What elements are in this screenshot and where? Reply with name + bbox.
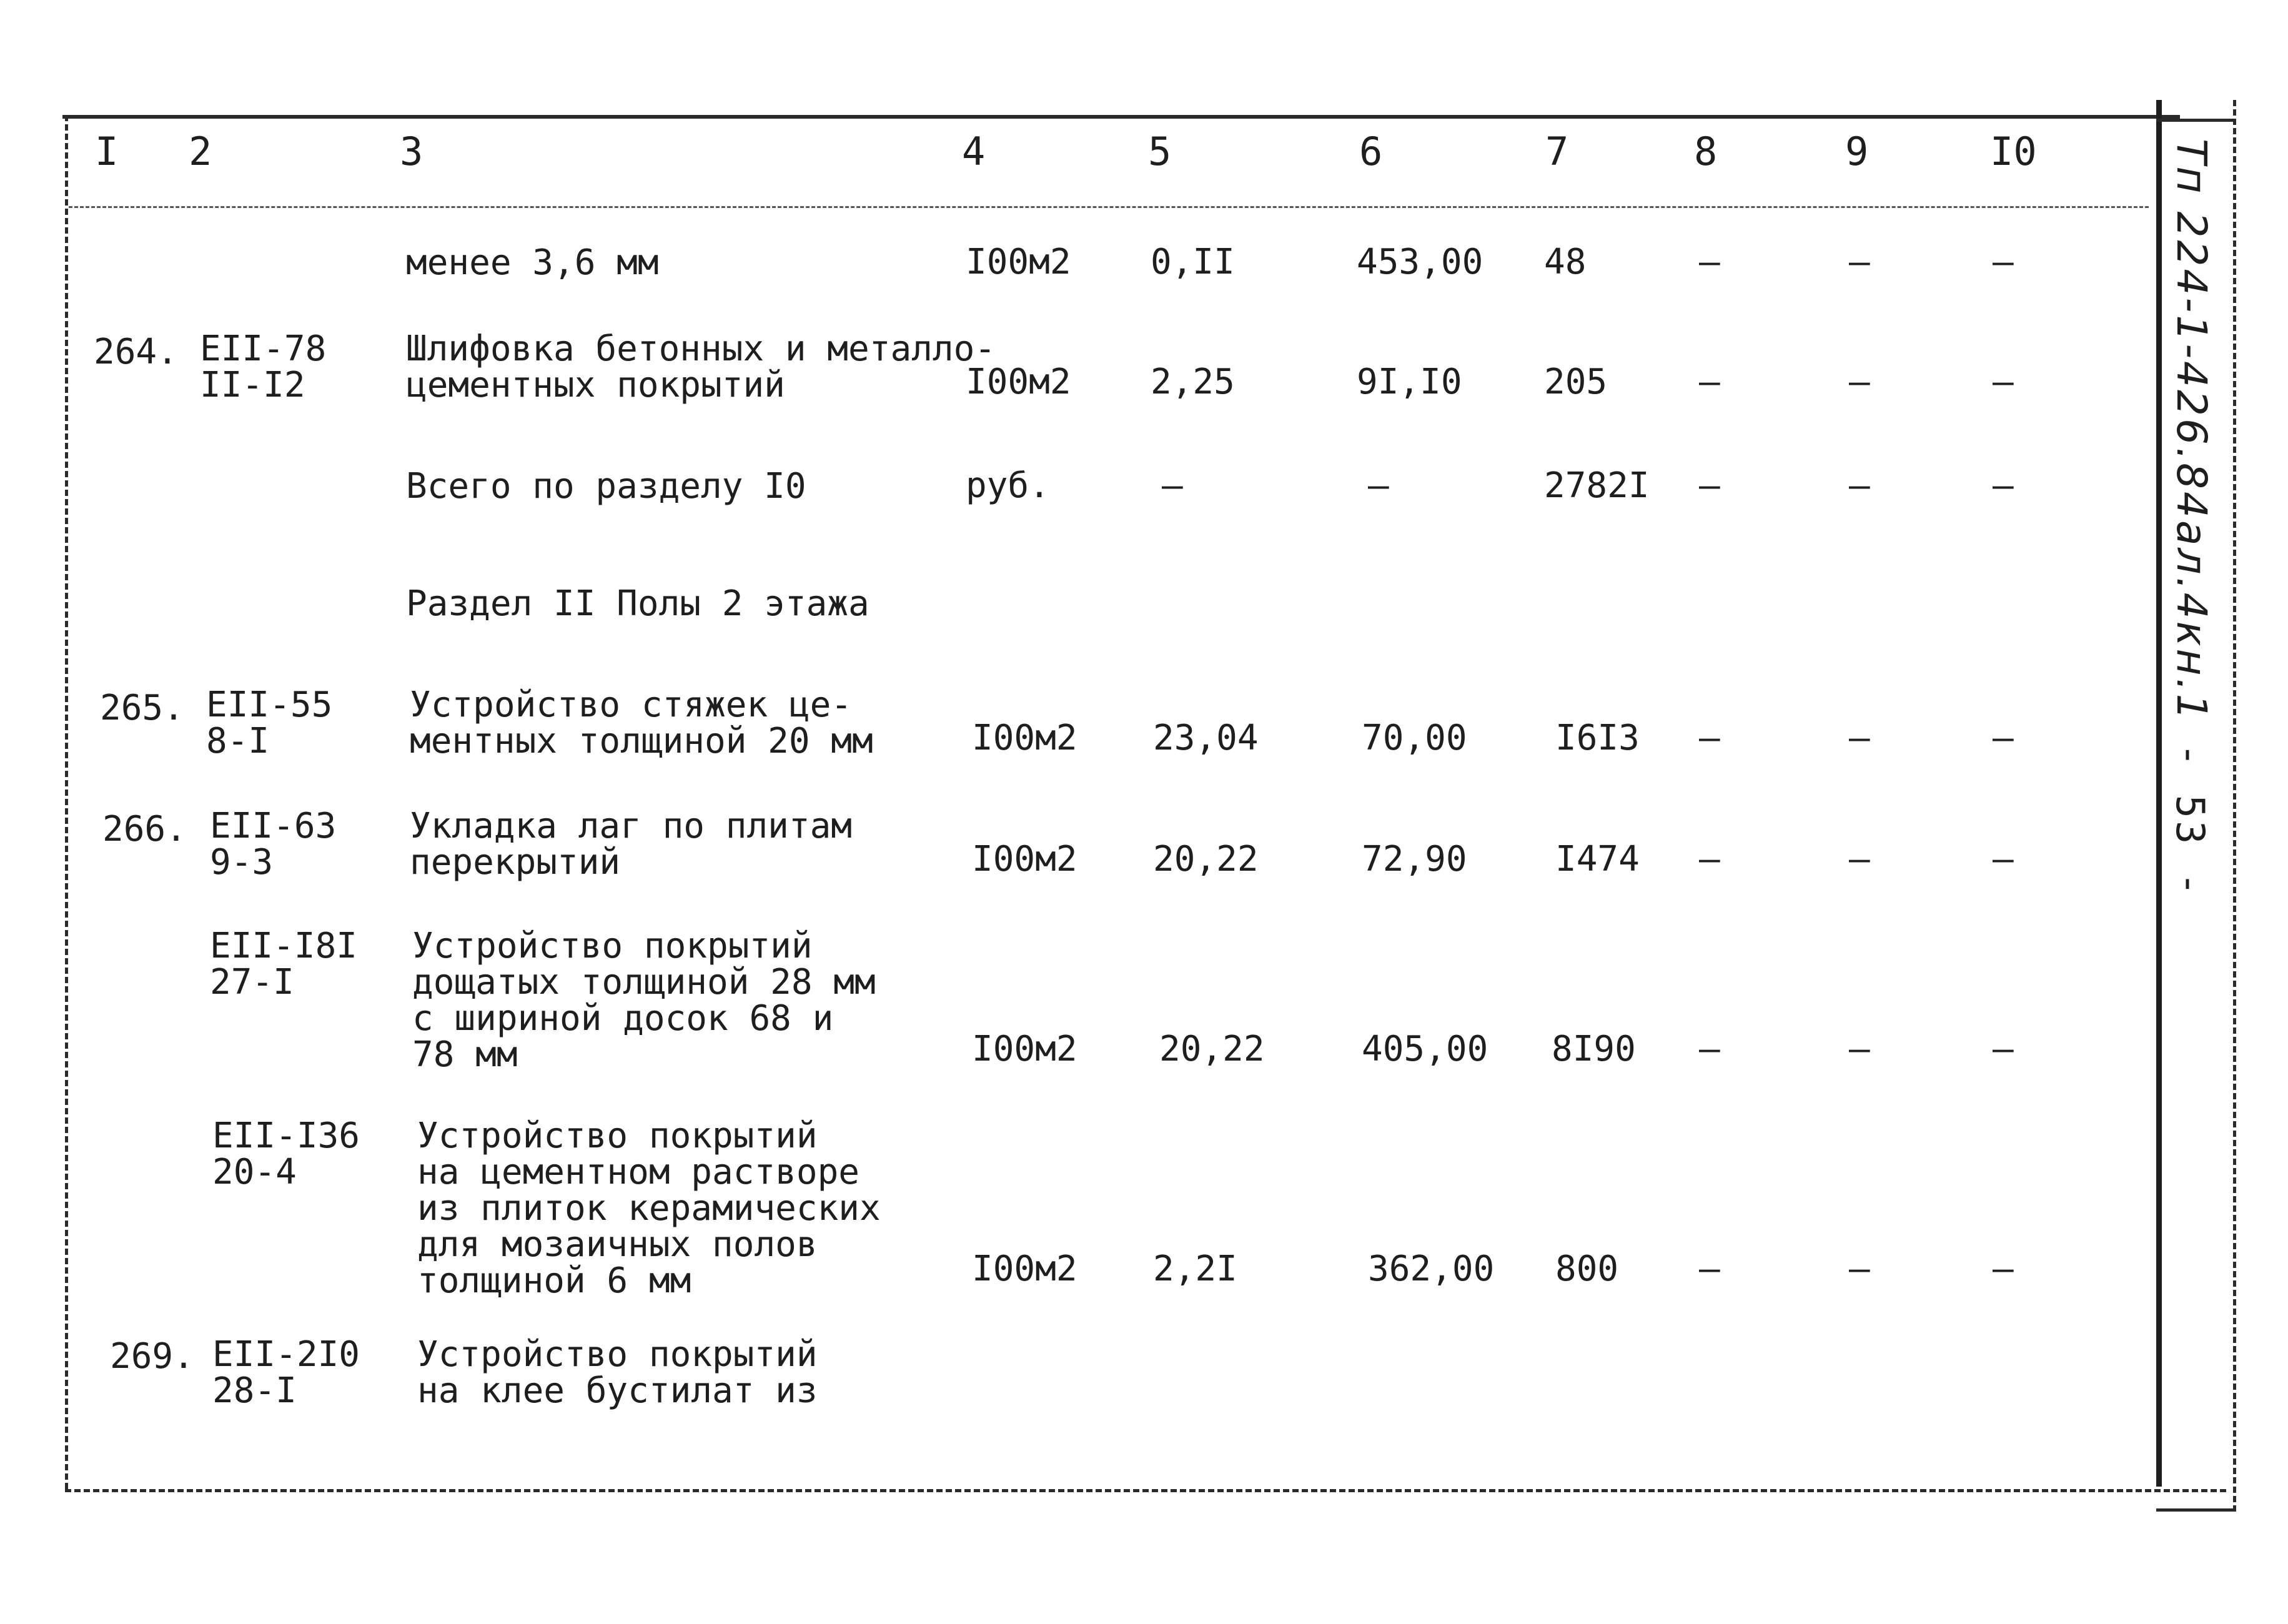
cell-unit: I00м2 (972, 1249, 1077, 1289)
page-number-block (2167, 743, 2221, 906)
header-divider (69, 206, 2149, 208)
cell-unit: I00м2 (972, 718, 1077, 758)
frame-right-top-border (2156, 119, 2236, 122)
frame-right-bottom-border (2156, 1508, 2236, 1512)
cell-price: 362,00 (1368, 1249, 1495, 1289)
cell-col10: – (1993, 362, 2014, 402)
cell-qty: 20,22 (1153, 839, 1259, 879)
cell-price: – (1368, 465, 1389, 506)
cell-num: 266. (102, 809, 187, 849)
cell-col9: – (1849, 465, 1870, 506)
header-col-9: 9 (1845, 129, 1869, 174)
cell-total: 2782I (1544, 465, 1650, 506)
cell-col9: – (1849, 242, 1870, 282)
cell-qty: 2,2I (1153, 1249, 1237, 1289)
cell-name: Устройство покрытий дощатых толщиной 28 мм с шириной досок 68 и 78 мм (412, 926, 876, 1075)
cell-col10: – (1993, 465, 2014, 506)
cell-col10: – (1993, 718, 2014, 758)
cell-col8: – (1699, 465, 1720, 506)
cell-price: 405,00 (1362, 1029, 1488, 1069)
cell-unit: I00м2 (966, 242, 1071, 282)
cell-name: Устройство стяжек це- ментных толщиной 20 мм (410, 685, 873, 761)
cell-total: 8I90 (1552, 1029, 1636, 1069)
cell-unit: I00м2 (972, 1029, 1077, 1069)
section-heading: Раздел II Полы 2 этажа (406, 583, 869, 624)
cell-col8: – (1699, 718, 1720, 758)
frame-left-border (65, 115, 68, 1489)
cell-col8: – (1699, 1029, 1720, 1069)
cell-col10: – (1993, 1029, 2014, 1069)
cell-code: EII-78 II-I2 (200, 329, 327, 405)
cell-code: EII-55 8-I (206, 685, 333, 761)
cell-num: 264. (94, 332, 178, 372)
header-col-1: I (95, 129, 119, 174)
cell-code: EII-2I0 28-I (212, 1334, 360, 1411)
cell-price: 9I,I0 (1357, 362, 1462, 402)
header-col-7: 7 (1545, 129, 1569, 174)
cell-code: EII-63 9-3 (210, 806, 337, 883)
cell-num: 269. (110, 1336, 194, 1377)
cell-name: Укладка лаг по плитам перекрытий (410, 806, 853, 883)
cell-col9: – (1849, 362, 1870, 402)
cell-total: 800 (1555, 1249, 1619, 1289)
cell-name: Шлифовка бетонных и металло- цементных покрытий (406, 329, 996, 405)
header-col-6: 6 (1359, 129, 1383, 174)
cell-qty: 2,25 (1151, 362, 1235, 402)
cell-col8: – (1699, 242, 1720, 282)
cell-qty: 0,II (1151, 242, 1235, 282)
cell-price: 70,00 (1362, 718, 1467, 758)
header-col-4: 4 (962, 129, 986, 174)
cell-name: Устройство покрытий на цементном растворе из плиток керамических для мозаичных полов толщиной 6 мм (417, 1116, 881, 1301)
cell-total: I474 (1555, 839, 1640, 879)
header-col-2: 2 (189, 129, 212, 174)
cell-col9: – (1849, 839, 1870, 879)
cell-price: 72,90 (1362, 839, 1467, 879)
cell-qty: 20,22 (1159, 1029, 1265, 1069)
cell-name: Устройство покрытий на клее бустилат из (417, 1334, 818, 1411)
cell-qty: – (1162, 465, 1183, 506)
cell-col8: – (1699, 362, 1720, 402)
frame-divider (2156, 100, 2162, 1487)
cell-col10: – (1993, 242, 2014, 282)
cell-total: 205 (1544, 362, 1608, 402)
cell-col8: – (1699, 839, 1720, 879)
cell-col8: – (1699, 1249, 1720, 1289)
cell-col9: – (1849, 718, 1870, 758)
frame-right-border (2233, 100, 2236, 1512)
cell-total: I6I3 (1555, 718, 1640, 758)
header-col-8: 8 (1694, 129, 1718, 174)
cell-col9: – (1849, 1029, 1870, 1069)
cell-name: Всего по разделу I0 (406, 466, 806, 507)
frame-top-border (62, 115, 2180, 119)
cell-code: EII-I36 20-4 (212, 1116, 360, 1192)
cell-code: EII-I8I 27-I (210, 926, 358, 1003)
side-label: Тп 224-1-426.84ал.4кн.1 (2167, 139, 2216, 723)
header-col-5: 5 (1148, 129, 1172, 174)
cell-num: 265. (100, 688, 184, 728)
cell-qty: 23,04 (1153, 718, 1259, 758)
cell-price: 453,00 (1357, 242, 1483, 282)
cell-col10: – (1993, 839, 2014, 879)
cell-unit: I00м2 (966, 362, 1071, 402)
cell-col9: – (1849, 1249, 1870, 1289)
cell-total: 48 (1544, 242, 1587, 282)
cell-name: менее 3,6 мм (406, 242, 659, 283)
page-number: - 53 - (2167, 743, 2213, 898)
cell-unit: I00м2 (972, 839, 1077, 879)
frame-bottom-border (65, 1489, 2226, 1492)
cell-unit: руб. (966, 465, 1050, 506)
cell-col10: – (1993, 1249, 2014, 1289)
header-col-10: I0 (1990, 129, 2037, 174)
header-col-3: 3 (400, 129, 423, 174)
